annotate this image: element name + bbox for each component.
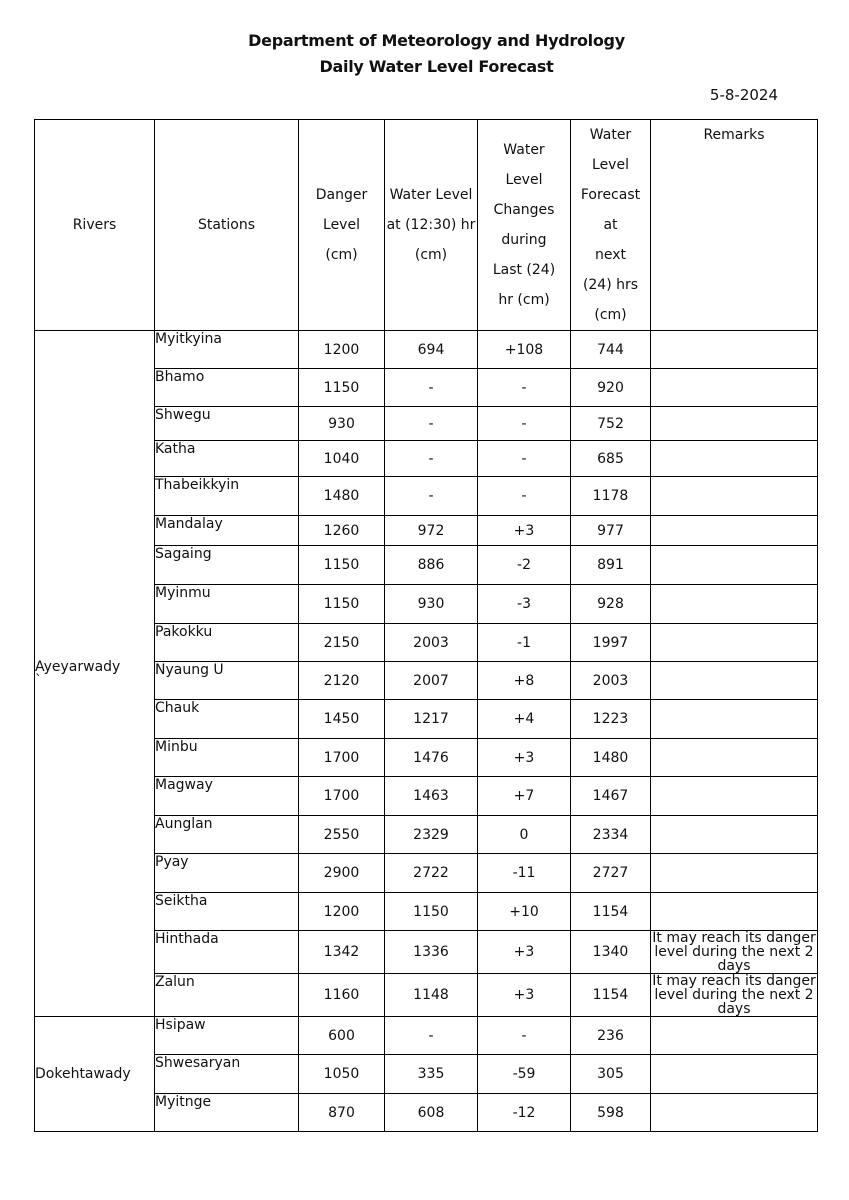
level-change-cell: +3 xyxy=(478,516,571,546)
header-row xyxy=(35,120,818,331)
forecast-cell: 2727 xyxy=(571,854,651,893)
forecast-cell: 744 xyxy=(571,331,651,369)
station-name: Hinthada xyxy=(155,931,299,974)
remarks-cell xyxy=(651,477,818,516)
water-level-cell: 1336 xyxy=(385,931,478,974)
water-level-cell: - xyxy=(385,1017,478,1055)
forecast-cell: 305 xyxy=(571,1055,651,1094)
station-name: Chauk xyxy=(155,700,299,739)
level-change-cell: -3 xyxy=(478,585,571,624)
station-name: Sagaing xyxy=(155,546,299,585)
forecast-cell: 752 xyxy=(571,407,651,441)
level-change-cell: +8 xyxy=(478,662,571,700)
forecast-cell: 685 xyxy=(571,441,651,477)
danger-level-cell: 1260 xyxy=(299,516,385,546)
forecast-cell: 1340 xyxy=(571,931,651,974)
station-name: Zalun xyxy=(155,974,299,1017)
forecast-cell: 891 xyxy=(571,546,651,585)
level-change-cell: -12 xyxy=(478,1094,571,1132)
level-change-cell: +7 xyxy=(478,777,571,816)
danger-level-cell: 1050 xyxy=(299,1055,385,1094)
level-change-cell: -11 xyxy=(478,854,571,893)
station-name: Shwegu xyxy=(155,407,299,441)
remarks-cell xyxy=(651,516,818,546)
water-level-cell: 335 xyxy=(385,1055,478,1094)
station-name: Thabeikkyin xyxy=(155,477,299,516)
forecast-cell: 598 xyxy=(571,1094,651,1132)
forecast-cell: 2003 xyxy=(571,662,651,700)
station-name: Bhamo xyxy=(155,369,299,407)
table-row xyxy=(35,1017,818,1055)
forecast-cell: 1480 xyxy=(571,739,651,777)
level-change-cell: +10 xyxy=(478,893,571,931)
danger-level-cell: 1342 xyxy=(299,931,385,974)
river-name: Dokehtawady xyxy=(35,1066,131,1082)
station-name: Minbu xyxy=(155,739,299,777)
level-change-cell: - xyxy=(478,441,571,477)
station-name: Magway xyxy=(155,777,299,816)
header-remarks: Remarks xyxy=(651,120,818,331)
forecast-cell: 1154 xyxy=(571,893,651,931)
danger-level-cell: 2150 xyxy=(299,624,385,662)
level-change-cell: -59 xyxy=(478,1055,571,1094)
remarks-cell xyxy=(651,854,818,893)
station-name: Hsipaw xyxy=(155,1017,299,1055)
station-name: Shwesaryan xyxy=(155,1055,299,1094)
remarks-cell xyxy=(651,624,818,662)
danger-level-cell: 2550 xyxy=(299,816,385,854)
water-level-cell: 2722 xyxy=(385,854,478,893)
danger-level-cell: 2120 xyxy=(299,662,385,700)
danger-level-cell: 930 xyxy=(299,407,385,441)
remarks-cell xyxy=(651,441,818,477)
forecast-cell: 920 xyxy=(571,369,651,407)
water-level-cell: 2007 xyxy=(385,662,478,700)
remarks-cell xyxy=(651,662,818,700)
header-stations: Stations xyxy=(155,120,299,331)
station-name: Myitkyina xyxy=(155,331,299,369)
table-body xyxy=(35,331,818,1132)
station-name: Mandalay xyxy=(155,516,299,546)
water-level-cell: 2329 xyxy=(385,816,478,854)
remarks-cell xyxy=(651,816,818,854)
station-name: Aunglan xyxy=(155,816,299,854)
water-level-cell: 694 xyxy=(385,331,478,369)
station-name: Myinmu xyxy=(155,585,299,624)
remarks-cell xyxy=(651,777,818,816)
water-level-cell: 1476 xyxy=(385,739,478,777)
header-level-changes: Water Level Changes during Last (24) hr (cm) xyxy=(478,120,571,331)
document-subtitle: Daily Water Level Forecast xyxy=(319,57,554,76)
danger-level-cell: 2900 xyxy=(299,854,385,893)
header-water-level: Water Level at (12:30) hr (cm) xyxy=(385,120,478,331)
forecast-cell: 1467 xyxy=(571,777,651,816)
danger-level-cell: 1160 xyxy=(299,974,385,1017)
water-level-cell: 1217 xyxy=(385,700,478,739)
report-date: 5-8-2024 xyxy=(709,86,778,104)
level-change-cell: +4 xyxy=(478,700,571,739)
forecast-cell: 1997 xyxy=(571,624,651,662)
water-level-cell: 972 xyxy=(385,516,478,546)
remarks-cell xyxy=(651,369,818,407)
remarks-cell xyxy=(651,407,818,441)
level-change-cell: - xyxy=(478,1017,571,1055)
river-name: Ayeyarwady xyxy=(35,658,121,675)
remarks-cell xyxy=(651,739,818,777)
station-name: Pakokku xyxy=(155,624,299,662)
level-change-cell: +108 xyxy=(478,331,571,369)
water-level-cell: - xyxy=(385,407,478,441)
danger-level-cell: 1040 xyxy=(299,441,385,477)
remarks-cell: It may reach its danger level during the next 2 days xyxy=(652,930,816,974)
level-change-cell: 0 xyxy=(478,816,571,854)
forecast-cell: 1223 xyxy=(571,700,651,739)
document-title: Department of Meteorology and Hydrology xyxy=(248,31,625,50)
forecast-cell: 928 xyxy=(571,585,651,624)
danger-level-cell: 600 xyxy=(299,1017,385,1055)
table-row xyxy=(35,331,818,369)
danger-level-cell: 1450 xyxy=(299,700,385,739)
danger-level-cell: 1150 xyxy=(299,369,385,407)
header-forecast: Water Level Forecast at next (24) hrs (cm) xyxy=(571,120,651,331)
water-level-cell: - xyxy=(385,477,478,516)
water-level-cell: 886 xyxy=(385,546,478,585)
danger-level-cell: 1200 xyxy=(299,331,385,369)
level-change-cell: +3 xyxy=(478,931,571,974)
level-change-cell: - xyxy=(478,369,571,407)
level-change-cell: - xyxy=(478,407,571,441)
forecast-cell: 1154 xyxy=(571,974,651,1017)
danger-level-cell: 870 xyxy=(299,1094,385,1132)
remarks-cell xyxy=(651,700,818,739)
header-rivers: Rivers xyxy=(35,120,155,331)
danger-level-cell: 1480 xyxy=(299,477,385,516)
station-name: Katha xyxy=(155,441,299,477)
remarks-cell: It may reach its danger level during the next 2 days xyxy=(652,973,816,1017)
danger-level-cell: 1200 xyxy=(299,893,385,931)
remarks-cell xyxy=(651,331,818,369)
station-name: Myitnge xyxy=(155,1094,299,1132)
danger-level-cell: 1150 xyxy=(299,546,385,585)
level-change-cell: +3 xyxy=(478,739,571,777)
water-level-cell: 2003 xyxy=(385,624,478,662)
remarks-cell xyxy=(651,1055,818,1094)
river-name-cell xyxy=(35,1017,155,1132)
forecast-cell: 1178 xyxy=(571,477,651,516)
station-name: Seiktha xyxy=(155,893,299,931)
water-level-cell: 1150 xyxy=(385,893,478,931)
water-level-cell: - xyxy=(385,369,478,407)
forecast-cell: 236 xyxy=(571,1017,651,1055)
water-level-cell: 1463 xyxy=(385,777,478,816)
danger-level-cell: 1700 xyxy=(299,739,385,777)
river-name-suffix: ` xyxy=(35,672,42,689)
water-level-cell: 930 xyxy=(385,585,478,624)
water-level-cell: 1148 xyxy=(385,974,478,1017)
level-change-cell: - xyxy=(478,477,571,516)
danger-level-cell: 1700 xyxy=(299,777,385,816)
water-level-cell: - xyxy=(385,441,478,477)
level-change-cell: -2 xyxy=(478,546,571,585)
station-name: Pyay xyxy=(155,854,299,893)
level-change-cell: +3 xyxy=(478,974,571,1017)
water-level-cell: 608 xyxy=(385,1094,478,1132)
header-danger-level: Danger Level (cm) xyxy=(299,120,385,331)
remarks-cell xyxy=(651,893,818,931)
remarks-cell xyxy=(651,1094,818,1132)
remarks-cell xyxy=(651,585,818,624)
danger-level-cell: 1150 xyxy=(299,585,385,624)
level-change-cell: -1 xyxy=(478,624,571,662)
remarks-cell xyxy=(651,546,818,585)
forecast-cell: 2334 xyxy=(571,816,651,854)
remarks-cell xyxy=(651,1017,818,1055)
water-level-table xyxy=(34,119,818,1132)
station-name: Nyaung U xyxy=(155,662,299,700)
river-name-cell xyxy=(35,331,155,1017)
forecast-cell: 977 xyxy=(571,516,651,546)
